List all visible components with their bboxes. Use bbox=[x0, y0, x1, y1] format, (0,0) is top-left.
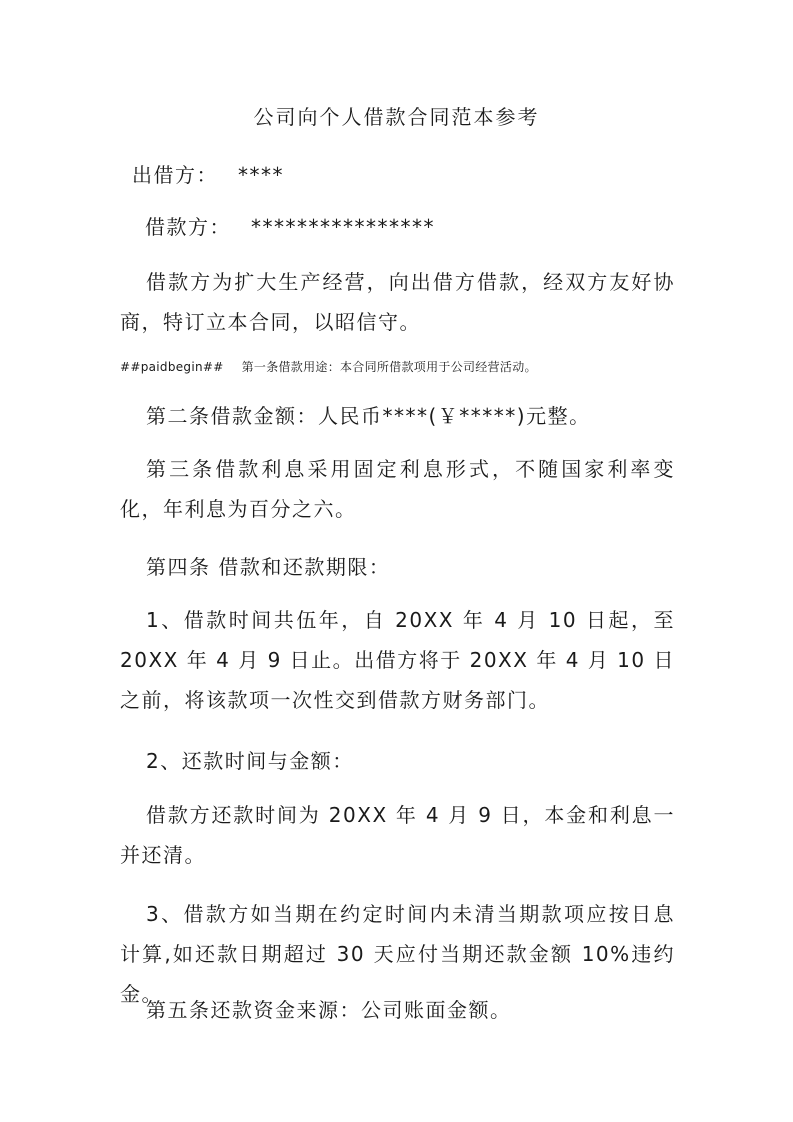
article-5: 第五条还款资金来源：公司账面金额。 bbox=[146, 998, 512, 1022]
paid-marker: ##paidbegin## bbox=[120, 360, 224, 374]
article-4-item-1: 1、借款时间共伍年，自 20XX 年 4 月 10 日起，至 20XX 年 4 月 9 日止。出借方将于 20XX 年 4 月 10 日之前，将该款项一次性交到借款方财务部门。 bbox=[120, 608, 675, 712]
article-4-heading: 第四条 借款和还款期限： bbox=[146, 555, 391, 579]
article-4-item-2-heading: 2、还款时间与金额： bbox=[146, 749, 354, 773]
borrower-value: **************** bbox=[251, 215, 435, 239]
borrower-label: 借款方： bbox=[145, 215, 231, 239]
document-title: 公司向个人借款合同范本参考 bbox=[253, 105, 540, 129]
article-4-item-3: 3、借款方如当期在约定时间内未清当期款项应按日息计算,如还款日期超过 30 天应付当期还款金额 10%违约金。 bbox=[120, 902, 675, 1006]
lender-label: 出借方： bbox=[132, 163, 218, 187]
lender-line bbox=[132, 155, 687, 195]
intro-paragraph: 借款方为扩大生产经营，向出借方借款，经双方友好协商，特订立本合同，以昭信守。 bbox=[120, 270, 675, 334]
article-1-line bbox=[120, 358, 537, 376]
borrower-line bbox=[145, 207, 700, 247]
article-2: 第二条借款金额：人民币****(￥*****)元整。 bbox=[146, 404, 591, 428]
article-3: 第三条借款利息采用固定利息形式，不随国家利率变化，年利息为百分之六。 bbox=[120, 457, 675, 521]
lender-value: **** bbox=[238, 163, 284, 187]
article-1: 第一条借款用途：本合同所借款项用于公司经营活动。 bbox=[241, 360, 537, 374]
article-4-item-2-body: 借款方还款时间为 20XX 年 4 月 9 日，本金和利息一并还清。 bbox=[120, 803, 675, 867]
